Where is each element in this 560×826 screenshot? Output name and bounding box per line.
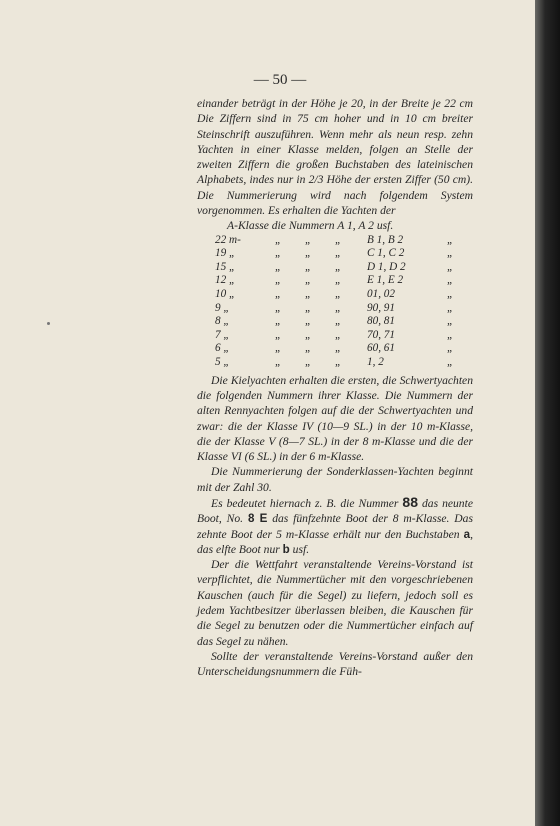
ditto-mark: „: [305, 328, 312, 341]
paragraph-1: einander beträgt in der Höhe je 20, in der Breite je 22 cm Die Ziffern sind in 75 cm hoher und in 10 cm breiter Steinschrift auszuführen. Wenn mehr als neun resp. zehn Yachten in einer Klasse melden, folgen an Stelle der zweiten Ziffern die großen Buchstaben des lateinischen Alphabets, indes nur in 2/3 Höhe der ersten Ziffer (50 cm). Die Nummerierung wird nach folgendem System vorgenommen. Es erhalten die Yachten der: [197, 97, 473, 218]
number-8e: 8 E: [247, 512, 268, 526]
ditto-mark: „: [335, 315, 342, 328]
paragraph-3: Die Nummerierung der Sonderklassen-Yachten beginnt mit der Zahl 30.: [197, 465, 473, 494]
number-88: 88: [402, 493, 418, 510]
class-numbers: B 1, B 2: [367, 233, 404, 246]
ditto-mark: „: [305, 233, 312, 246]
ditto-mark: „: [305, 301, 312, 314]
ditto-mark: „: [275, 315, 282, 328]
class-size: 10 „: [215, 288, 236, 301]
letter-a: a: [463, 527, 471, 541]
p4-text-c: das fünfzehnte Boot der 8 m-Klasse. Das zehnte Boot der 5 m-Klasse erhält nur den Buchstaben: [197, 512, 473, 541]
class-size: 5 „: [215, 356, 230, 369]
ditto-mark: „: [447, 274, 454, 287]
ditto-mark: „: [335, 247, 342, 260]
ditto-mark: „: [275, 247, 282, 260]
class-numbers: D 1, D 2: [367, 260, 406, 273]
class-row: [215, 329, 467, 343]
ditto-mark: „: [335, 301, 342, 314]
ditto-mark: „: [305, 274, 312, 287]
class-size: 12 „: [215, 274, 236, 287]
ditto-mark: „: [275, 288, 282, 301]
ditto-mark: „: [305, 315, 312, 328]
ditto-mark: „: [447, 288, 454, 301]
ditto-mark: „: [275, 356, 282, 369]
class-row: [215, 356, 467, 370]
class-numbers: 1, 2: [367, 356, 384, 369]
letter-b: b: [282, 542, 290, 556]
ditto-mark: „: [275, 301, 282, 314]
ditto-mark: „: [335, 288, 342, 301]
ditto-mark: „: [335, 356, 342, 369]
ditto-mark: „: [447, 260, 454, 273]
paper-speck: [47, 322, 50, 325]
ditto-mark: „: [305, 356, 312, 369]
ditto-mark: „: [305, 288, 312, 301]
p4-text-b: das neunte Boot, No.: [197, 496, 473, 526]
class-numbers: 90, 91: [367, 301, 395, 314]
class-row: [215, 342, 467, 356]
class-heading: A-Klasse die Nummern A 1, A 2 usf.: [227, 219, 394, 233]
class-numbers: C 1, C 2: [367, 247, 405, 260]
paragraph-6: Sollte der veranstaltende Vereins-Vorstand außer den Unterscheidungsnummern die Füh-: [197, 649, 473, 679]
ditto-mark: „: [447, 356, 454, 369]
ditto-mark: „: [447, 328, 454, 341]
p4-text-e: usf.: [292, 542, 310, 556]
ditto-mark: „: [447, 233, 454, 246]
class-numbers: E 1, E 2: [367, 274, 404, 287]
ditto-mark: „: [275, 342, 282, 355]
book-spine: [535, 0, 560, 826]
class-size: 8 „: [215, 315, 230, 328]
class-row: [215, 302, 467, 316]
paragraph-4: [197, 495, 473, 557]
class-row: [215, 315, 467, 329]
ditto-mark: „: [335, 342, 342, 355]
ditto-mark: „: [275, 274, 282, 287]
class-numbers: 80, 81: [367, 315, 395, 328]
ditto-mark: „: [305, 260, 312, 273]
class-size: 6 „: [215, 342, 230, 355]
ditto-mark: „: [335, 328, 342, 341]
page-body: [197, 96, 473, 680]
ditto-mark: „: [275, 328, 282, 341]
class-numbers: 60, 61: [367, 342, 395, 355]
ditto-mark: „: [335, 260, 342, 273]
p4-text-a: Es bedeutet hiernach z. B. die Nummer: [211, 496, 399, 510]
ditto-mark: „: [275, 233, 282, 246]
class-numbers: 70, 71: [367, 328, 395, 341]
class-size: 15 „: [215, 260, 236, 273]
ditto-mark: „: [275, 260, 282, 273]
ditto-mark: „: [335, 274, 342, 287]
paragraph-2: Die Kielyachten erhalten die ersten, die Schwertyachten die folgenden Nummern ihrer Klasse. Die Nummern der alten Rennyachten folgen auf die der Schwertyachten und zwar: die der Klasse IV (10—9 SL.) in der 10 m-Klasse, die der Klasse V (8—7 SL.) in der 8 m-Klasse und die der Klasse VI (6 SL.) in der 6 m-Klasse.: [197, 373, 473, 464]
class-number-table: [215, 234, 467, 370]
ditto-mark: „: [447, 315, 454, 328]
paragraph-5: Der die Wettfahrt veranstaltende Vereins-Vorstand ist verpflichtet, die Nummertücher mit den vorgeschriebenen Kauschen (auch für die Segel) zu liefern, jedoch soll es jedem Yachtbesitzer überlassen bleiben, die Kauschen für die Segel zu benutzen oder die Nummertücher einfach auf das Segel zu nähen.: [197, 558, 473, 648]
page-number: — 50 —: [253, 72, 307, 88]
class-row: [215, 288, 467, 302]
class-size: 9 „: [215, 301, 230, 314]
class-size: 19 „: [215, 247, 236, 260]
class-row: [215, 247, 467, 261]
class-size: 7 „: [215, 328, 230, 341]
ditto-mark: „: [335, 233, 342, 246]
ditto-mark: „: [447, 247, 454, 260]
class-row: [215, 261, 467, 275]
ditto-mark: „: [305, 342, 312, 355]
class-size: 22 m-: [215, 233, 241, 246]
ditto-mark: „: [305, 247, 312, 260]
p4-text-d: , das elfte Boot nur: [197, 527, 474, 556]
class-row: [215, 234, 467, 248]
ditto-mark: „: [447, 342, 454, 355]
class-row: [215, 274, 467, 288]
class-numbers: 01, 02: [367, 288, 395, 301]
ditto-mark: „: [447, 301, 454, 314]
